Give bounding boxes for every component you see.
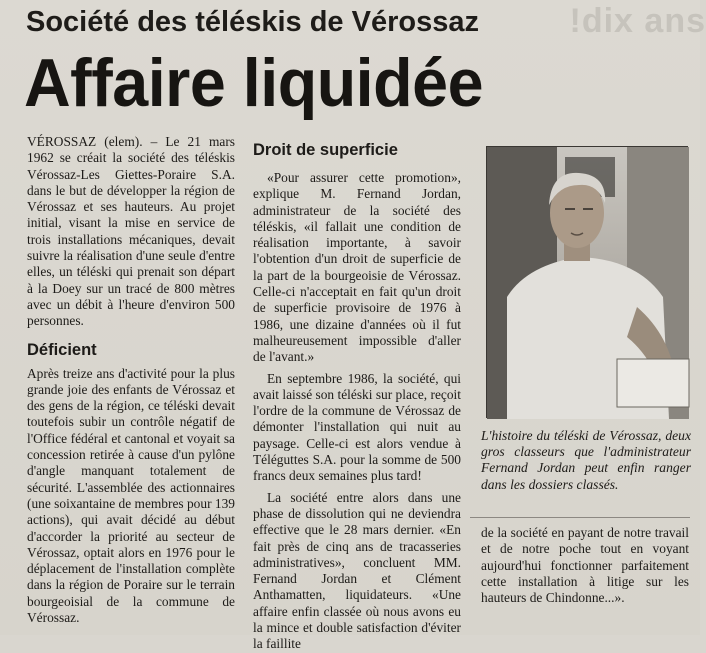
- article-column-2: [253, 140, 461, 653]
- caption-divider: [470, 517, 690, 518]
- lead-paragraph: VÉROSSAZ (elem). – Le 21 mars 1962 se créait la société des téléskis Vérossaz-Les Giettes-Poraire S.A. dans le but de développer la région de Vérossaz et ses hauteurs. Au projet initial, visant la mise en service de trois installations mécaniques, devait suivre la réalisation d'une seule d'entre elles, un téléski qui prenait son départ à la Doey sur un tracé de 800 mètres avec un débit à l'heure d'environ 500 personnes.: [27, 134, 235, 329]
- body-paragraph: Après treize ans d'activité pour la plus grande joie des enfants de Vérossaz et des gens de la région, ce téléski devait toutefois subir un contrôle négatif de l'Office fédéral et cantonal et voyait sa concession retirée à cause d'un pylône d'angle manquant totalement de sécurité. L'assemblée des actionnaires (une soixantaine de membres pour 139 actions), qui avait décidé au début d'accorder la priorité au secteur de Vérossaz, optait alors en 1976 pour le déplacement de l'installation complète dans la région de Poraire sur le terrain bourgeoisial de la commune de Vérossaz.: [27, 365, 235, 626]
- article-headline: Affaire liquidée: [24, 45, 484, 121]
- body-paragraph: En septembre 1986, la société, qui avait laissé son téléski sur place, reçoit l'ordre de la commune de Vérossaz de démonter l'installation qui nuit au paysage. Celle-ci est alors vendue à Téléguttes S.A. pour la somme de 500 francs deux semaines plus tard!: [253, 370, 461, 484]
- body-paragraph: La société entre alors dans une phase de dissolution qui ne deviendra effective que le 28 mars dernier. «En fait près de cinq ans de tracasseries administratives», concluent MM. Fernand Jordan et Clément Anthamatten, liquidateurs. «Une affaire enfin classée où nous avons eu la mince et double satisfaction d'éviter la faillite: [253, 489, 461, 652]
- subheading-deficient: Déficient: [27, 340, 97, 359]
- article-column-1: [27, 134, 235, 626]
- article-kicker: Société des téléskis de Vérossaz: [26, 6, 479, 38]
- portrait-photo: [486, 146, 688, 418]
- subheading-droit-de-superficie: Droit de superficie: [253, 141, 398, 159]
- portrait-photo-image: [487, 147, 689, 419]
- body-paragraph: de la société en payant de notre travail et de notre poche tout en voyant aujourd'hui fonctionner parfaitement cette installation à litige sur les hauteurs de Chindonne...».: [481, 525, 689, 606]
- photo-caption: L'histoire du téléski de Vérossaz, deux gros classeurs que l'administrateur Fernand Jordan peut enfin ranger dans les dossiers classés.: [481, 428, 691, 492]
- adjacent-article-headline-fragment: !dix ans: [569, 2, 706, 40]
- body-paragraph: «Pour assurer cette promotion», explique M. Fernand Jordan, administrateur de la société des téléskis, «il fallait une condition de réalisation importante, à savoir l'obtention d'un droit de superficie de la part de la bourgeoisie de Vérossaz. Celle-ci n'acceptait en fait qu'un droit de superficie provisoire de 1976 à 1986, une dizaine d'années où il fut malheureusement impossible d'aller de l'avant.»: [253, 170, 461, 365]
- article-column-3: [481, 525, 689, 606]
